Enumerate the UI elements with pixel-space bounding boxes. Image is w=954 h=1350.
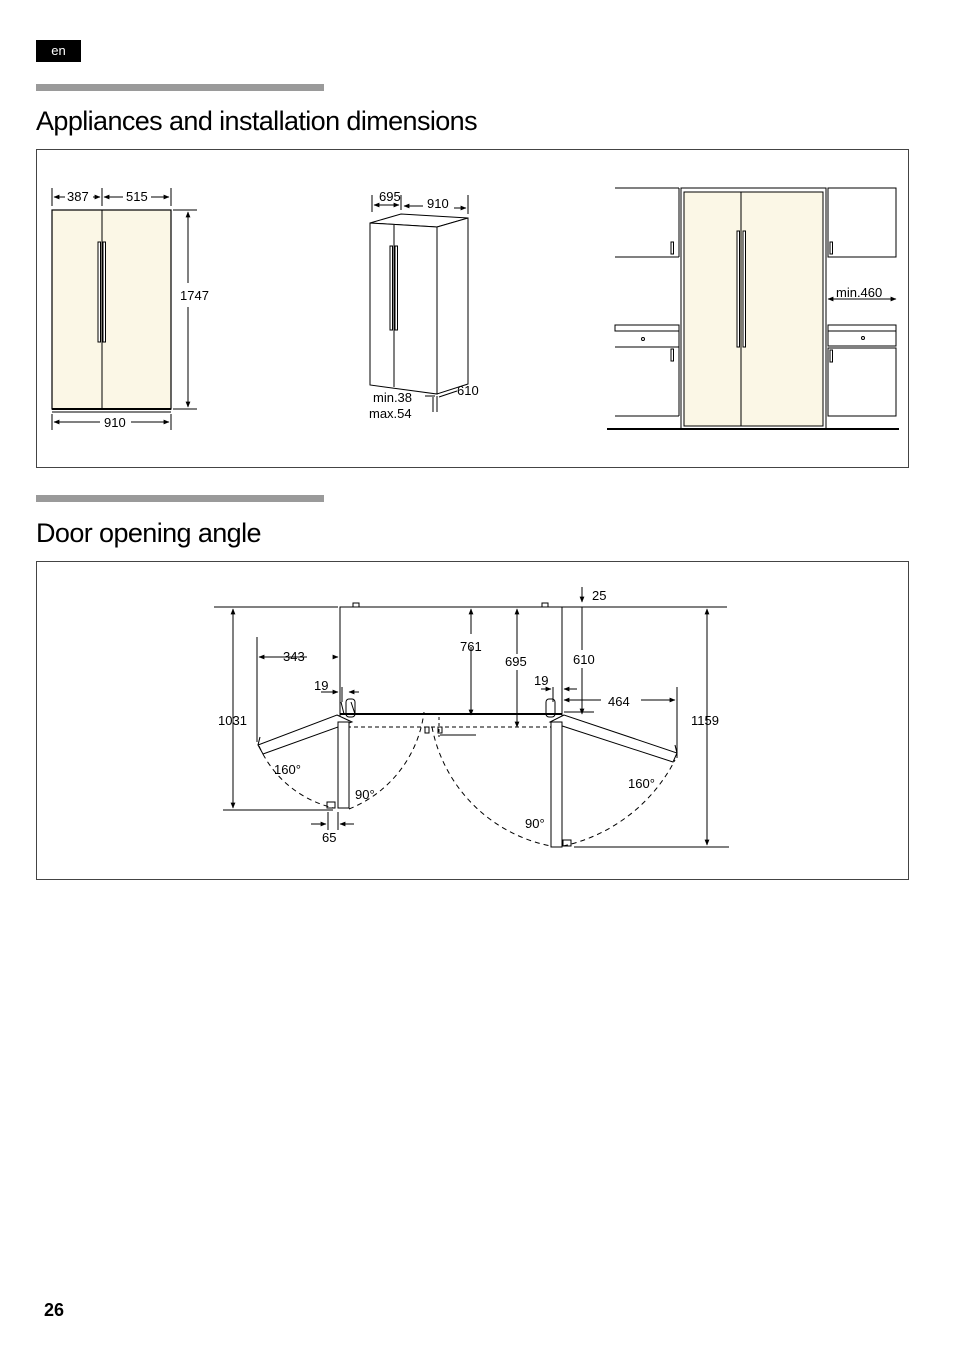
dim-515: 515 [126, 189, 148, 204]
dim-464: 464 [608, 694, 630, 709]
section-title-door-angle: Door opening angle [36, 518, 261, 548]
dim-695: 695 [505, 654, 527, 669]
dim-610: 610 [457, 383, 479, 398]
dim-19-left: 19 [314, 678, 329, 693]
dim-19-right: 19 [534, 673, 549, 688]
fridge-front-view [52, 210, 171, 409]
dim-min-38: min.38 [373, 390, 413, 405]
angle-160-left: 160° [274, 762, 301, 777]
angle-160-right: 160° [628, 776, 655, 791]
dim-695: 695 [379, 189, 401, 204]
section-rule [36, 84, 324, 91]
section-title-dimensions: Appliances and installation dimensions [36, 106, 477, 136]
dimensions-figure [36, 149, 909, 468]
dim-761: 761 [460, 639, 482, 654]
dim-65: 65 [322, 830, 337, 845]
dim-min-460: min.460 [836, 285, 883, 300]
dimensions-drawing [37, 150, 910, 469]
dim-1747: 1747 [180, 288, 209, 303]
angle-90-left: 90° [355, 787, 375, 802]
door-angle-drawing [37, 562, 910, 881]
language-tab: en [36, 40, 81, 62]
dim-610: 610 [573, 652, 595, 667]
dim-25: 25 [592, 588, 607, 603]
dim-910-bottom: 910 [104, 415, 126, 430]
dim-387: 387 [67, 189, 89, 204]
dim-1031: 1031 [218, 713, 247, 728]
dim-910-top: 910 [427, 196, 449, 211]
dim-343: 343 [283, 649, 305, 664]
section-rule [36, 495, 324, 502]
dim-1159: 1159 [691, 713, 719, 728]
fridge-top-view [340, 607, 562, 714]
door-angle-figure [36, 561, 909, 880]
angle-90-right: 90° [525, 816, 545, 831]
dim-max-54: max.54 [369, 406, 412, 421]
page-number: 26 [44, 1300, 65, 1320]
